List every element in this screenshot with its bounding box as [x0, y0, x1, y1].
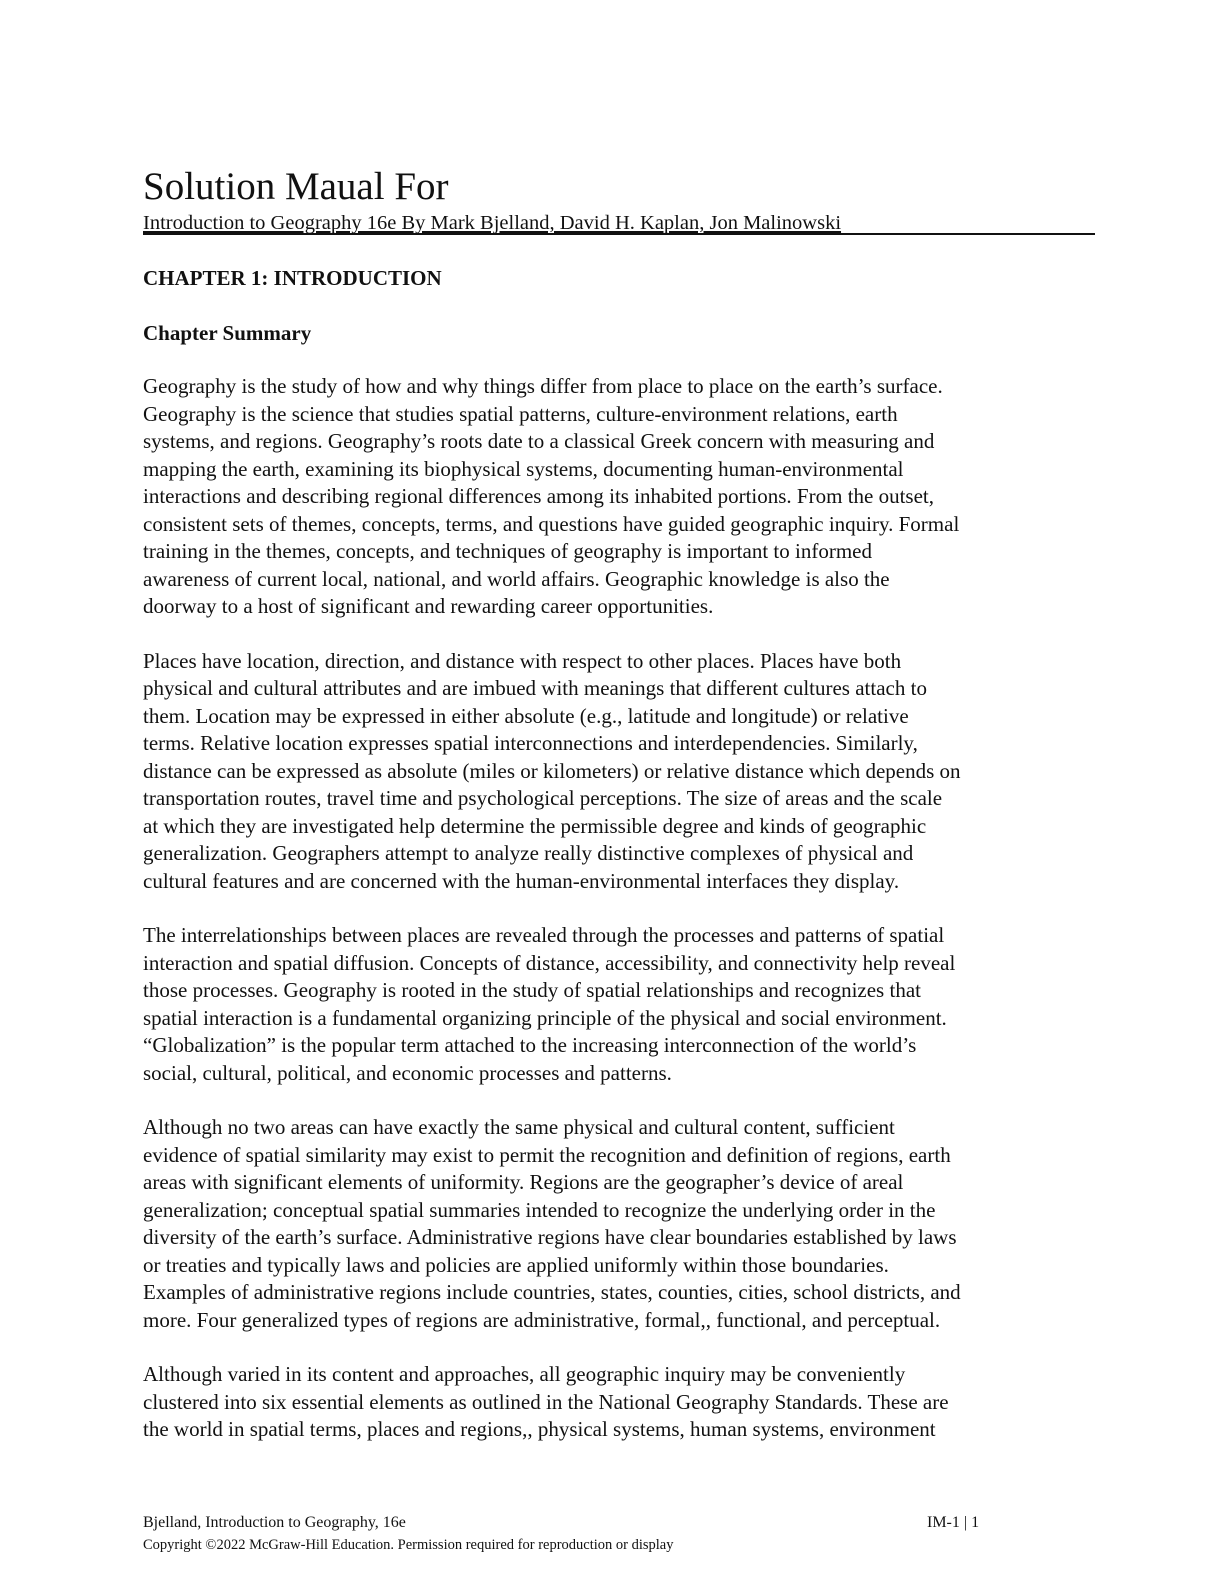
text-line: consistent sets of themes, concepts, terms, and questions have guided geographic inquiry. Formal — [143, 511, 960, 536]
text-line: cultural features and are concerned with the human-environmental interfaces they display. — [143, 868, 900, 893]
text-line: evidence of spatial similarity may exist to permit the recognition and definition of regions, earth — [143, 1142, 951, 1167]
text-line: them. Location may be expressed in either absolute (e.g., latitude and longitude) or relative — [143, 703, 909, 728]
summary-paragraph-4 — [143, 1114, 1083, 1334]
chapter-heading: CHAPTER 1: INTRODUCTION — [143, 266, 442, 290]
text-line: interactions and describing regional differences among its inhabited portions. From the outset, — [143, 484, 935, 508]
text-line: The interrelationships between places are revealed through the processes and patterns of spatial — [143, 923, 945, 947]
text-line: mapping the earth, examining its biophysical systems, documenting human-environmental — [143, 456, 904, 481]
summary-paragraph-2 — [143, 648, 1083, 896]
footer-book-reference: Bjelland, Introduction to Geography, 16e — [143, 1514, 406, 1531]
text-line: Geography is the science that studies spatial patterns, culture-environment relations, earth — [143, 401, 898, 426]
text-line: the world in spatial terms, places and regions,, physical systems, human systems, environment — [143, 1417, 936, 1441]
text-line: generalization. Geographers attempt to analyze really distinctive complexes of physical and — [143, 841, 914, 865]
text-line: physical and cultural attributes and are imbued with meanings that different cultures attach to — [143, 676, 927, 700]
text-line: training in the themes, concepts, and techniques of geography is important to informed — [143, 539, 872, 563]
text-line: distance can be expressed as absolute (miles or kilometers) or relative distance which depends on — [143, 758, 961, 783]
text-line: those processes. Geography is rooted in the study of spatial relationships and recognizes that — [143, 978, 921, 1002]
footer-page-number: IM-1 | 1 — [927, 1514, 980, 1531]
section-heading: Chapter Summary — [143, 321, 312, 345]
subtitle-underline-rule — [143, 233, 1095, 235]
text-line: Geography is the study of how and why things differ from place to place on the earth’s surface. — [143, 374, 943, 398]
text-line: diversity of the earth’s surface. Administrative regions have clear boundaries established by laws — [143, 1225, 957, 1249]
text-line: Places have location, direction, and distance with respect to other places. Places have both — [143, 648, 902, 673]
text-line: generalization; conceptual spatial summaries intended to recognize the underlying order in the — [143, 1197, 936, 1222]
chapter-summary-body — [143, 373, 1083, 1471]
text-line: more. Four generalized types of regions are administrative, formal,, functional, and perceptual. — [143, 1307, 941, 1332]
text-line: terms. Relative location expresses spatial interconnections and interdependencies. Similarly, — [143, 731, 918, 755]
text-line: social, cultural, political, and economic processes and patterns. — [143, 1060, 672, 1085]
text-line: clustered into six essential elements as outlined in the National Geography Standards. These are — [143, 1389, 949, 1414]
text-line: Examples of administrative regions include countries, states, counties, cities, school districts, and — [143, 1280, 961, 1304]
document-title: Solution Maual For — [143, 165, 449, 208]
footer-copyright: Copyright ©2022 McGraw-Hill Education. Permission required for reproduction or display — [143, 1537, 674, 1553]
text-line: at which they are investigated help determine the permissible degree and kinds of geographic — [143, 813, 927, 838]
text-line: doorway to a host of significant and rewarding career opportunities. — [143, 594, 714, 618]
text-line: interaction and spatial diffusion. Concepts of distance, accessibility, and connectivity help reveal — [143, 950, 956, 975]
text-line: awareness of current local, national, and world affairs. Geographic knowledge is also the — [143, 566, 890, 591]
text-line: Although varied in its content and approaches, all geographic inquiry may be conveniently — [143, 1362, 906, 1386]
text-line: Although no two areas can have exactly the same physical and cultural content, sufficient — [143, 1115, 895, 1139]
text-line: or treaties and typically laws and policies are applied uniformly within those boundaries. — [143, 1252, 889, 1277]
summary-paragraph-5 — [143, 1361, 1083, 1444]
text-line: systems, and regions. Geography’s roots date to a classical Greek concern with measuring and — [143, 429, 935, 453]
summary-paragraph-1 — [143, 373, 1083, 621]
text-line: “Globalization” is the popular term attached to the increasing interconnection of the world’s — [143, 1033, 917, 1057]
summary-paragraph-3 — [143, 922, 1083, 1087]
text-line: areas with significant elements of uniformity. Regions are the geographer’s device of areal — [143, 1170, 904, 1194]
document-subtitle: Introduction to Geography 16e By Mark Bjelland, David H. Kaplan, Jon Malinowski — [143, 212, 842, 234]
text-line: spatial interaction is a fundamental organizing principle of the physical and social environment. — [143, 1005, 947, 1030]
text-line: transportation routes, travel time and psychological perceptions. The size of areas and the scale — [143, 786, 943, 810]
